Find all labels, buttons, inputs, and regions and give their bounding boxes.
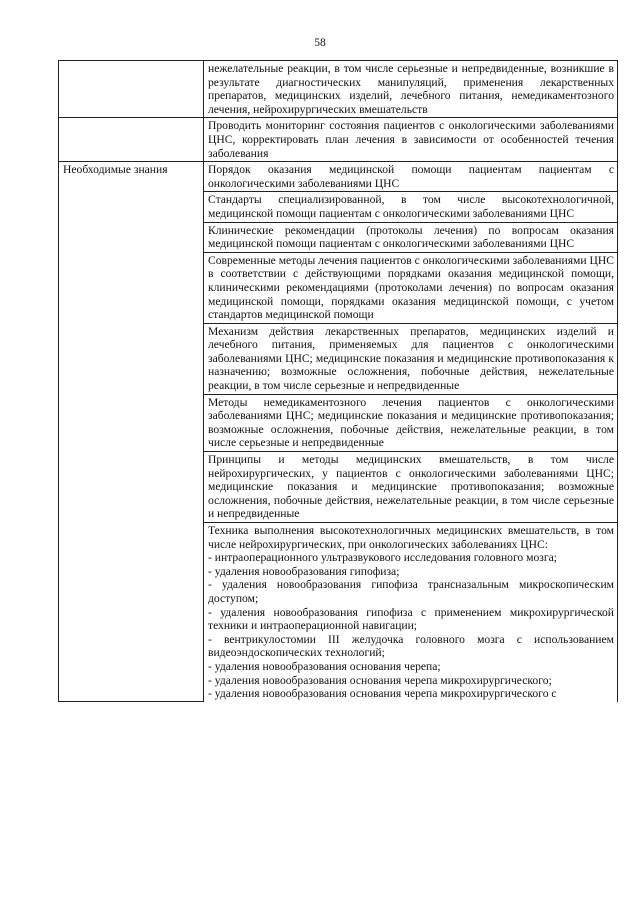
cell-text: Принципы и методы медицинских вмешательств, в том числе нейрохирургических, у пациентов с онкологическими заболеваниями ЦНС; медицинские показания и медицинские противопоказания; возможные осложнения, побочные действия, нежелательные реакции, в том числе серьезные и непредвиденные	[208, 453, 614, 521]
empty-label-cell	[59, 61, 204, 118]
table-cell	[204, 192, 618, 222]
list-item: - вентрикулостомии III желудочка головного мозга с использованием видеоэндоскопических технологий;	[208, 632, 614, 660]
cell-text: Стандарты специализированной, в том числе высокотехнологичной, медицинской помощи пациентам с онкологическими заболеваниями ЦНС	[208, 193, 614, 220]
cell-text: Проводить мониторинг состояния пациентов с онкологическими заболеваниями ЦНС, корректировать план лечения в зависимости от особенностей течения заболевания	[208, 119, 614, 160]
cell-text: Клинические рекомендации (протоколы лечения) по вопросам оказания медицинской помощи пациентам с онкологическими заболеваниями ЦНС	[208, 223, 614, 251]
page-number: 58	[314, 37, 326, 49]
section-label-cell	[59, 162, 204, 702]
cell-text: нежелательные реакции, в том числе серьезные и непредвиденные, возникшие в результате диагностических манипуляций, применения лекарственных препаратов, медицинских изделий, лечебного питания, немедикаментозного лечения, нейрохирургических вмешательств	[208, 62, 614, 116]
technique-intro: Техника выполнения высокотехнологичных медицинских вмешательств, в том числе нейрохирургических, при онкологических заболеваниях ЦНС:	[208, 524, 614, 551]
competency-table	[58, 60, 618, 702]
table-cell	[204, 222, 618, 252]
empty-label-cell	[59, 118, 204, 162]
table-row	[59, 162, 618, 192]
table-cell	[204, 252, 618, 323]
cell-text: Современные методы лечения пациентов с онкологическими заболеваниями ЦНС в соответствии с действующими порядками оказания медицинской помощи, клиническими рекомендациями (протоколами лечения) по вопросам оказания медицинской помощи, порядками оказания медицинской помощи, с учетом стандартов медицинской помощи	[208, 253, 614, 322]
technique-cell	[204, 523, 618, 702]
table-cell	[204, 452, 618, 523]
cell-text: Методы немедикаментозного лечения пациентов с онкологическими заболеваниями ЦНС; медицинские показания и медицинские противопоказания; возможные осложнения, побочные действия, нежелательные реакции, в том числе серьезные и непредвиденные	[208, 395, 614, 450]
list-item: - удаления новообразования гипофиза с применением микрохирургической техники и интраоперационной навигации;	[208, 605, 614, 633]
list-item: - удаления новообразования основания черепа микрохирургического;	[208, 673, 552, 687]
table-row	[59, 61, 618, 118]
table-cell	[204, 61, 618, 118]
cell-text: Порядок оказания медицинской помощи пациентам пациентам с онкологическими заболеваниями ЦНС	[208, 163, 614, 190]
list-item: - интраоперационного ультразвукового исследования головного мозга;	[208, 551, 557, 565]
table-cell	[204, 118, 618, 162]
section-label: Необходимые знания	[63, 163, 168, 177]
cell-text: Механизм действия лекарственных препаратов, медицинских изделий и лечебного питания, применяемых для пациентов с онкологическими заболеваниями ЦНС; медицинские показания и медицинские противопоказания к назначению; возможные осложнения, побочные действия, нежелательные реакции, в том числе серьезные и непредвиденные	[208, 324, 614, 393]
list-item: - удаления новообразования основания черепа;	[208, 659, 441, 673]
list-item: - удаления новообразования гипофиза трансназальным микроскопическим доступом;	[208, 578, 614, 605]
table-cell	[204, 162, 618, 192]
list-item: - удаления новообразования гипофиза;	[208, 564, 400, 578]
table-cell	[204, 394, 618, 451]
table-cell	[204, 323, 618, 394]
list-item: - удаления новообразования основания черепа микрохирургического с	[208, 687, 557, 701]
table-row	[59, 118, 618, 162]
